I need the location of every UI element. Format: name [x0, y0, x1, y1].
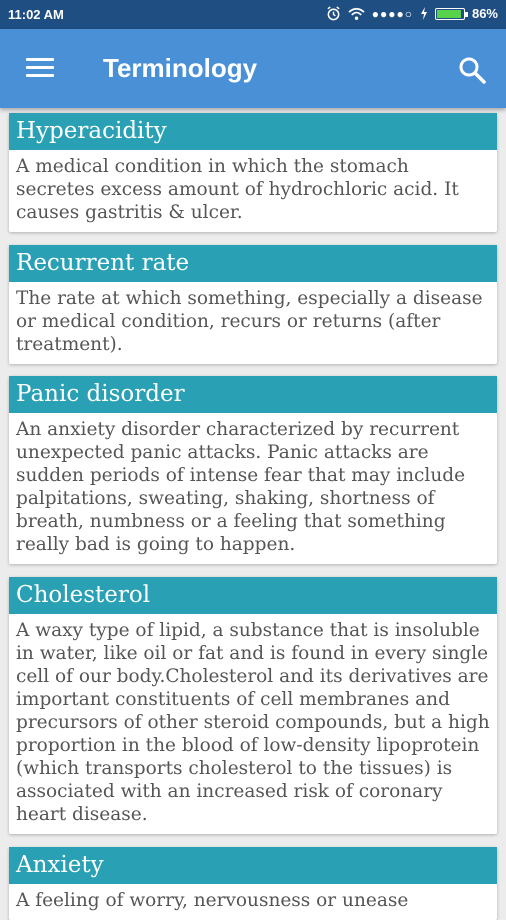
wifi-icon: [348, 7, 365, 21]
term-card[interactable]: [9, 376, 497, 564]
term-card[interactable]: [9, 847, 497, 920]
status-icons: [326, 6, 498, 21]
app-bar: [0, 29, 506, 108]
term-title: Anxiety: [9, 847, 497, 884]
term-definition: A waxy type of lipid, a substance that is insoluble in water, like oil or fat and is found in every single cell of our body.Cholesterol and its derivatives are important constituents of cell membranes and precursors of other steroid compounds, but a high proportion in the blood of low-density lipoprotein (which transports cholesterol to the tissues) is associated with an increased risk of coronary heart disease.: [16, 620, 490, 825]
term-title: Recurrent rate: [9, 245, 497, 282]
search-icon[interactable]: [457, 55, 487, 85]
term-card[interactable]: [9, 113, 497, 232]
term-title: Panic disorder: [9, 376, 497, 413]
term-title: Hyperacidity: [9, 113, 497, 150]
page-title: Terminology: [103, 53, 258, 83]
alarm-icon: [326, 6, 341, 21]
menu-icon[interactable]: [26, 58, 54, 78]
charging-icon: [420, 7, 428, 20]
term-definition: A medical condition in which the stomach secretes excess amount of hydrochloric acid. It causes gastritis & ulcer.: [16, 156, 459, 223]
battery-icon: [435, 8, 465, 20]
term-title: Cholesterol: [9, 577, 497, 614]
status-time: 11:02 AM: [8, 7, 64, 22]
term-definition: A feeling of worry, nervousness or unease: [16, 890, 409, 911]
term-card[interactable]: [9, 577, 497, 834]
term-definition: An anxiety disorder characterized by recurrent unexpected panic attacks. Panic attacks are sudden periods of intense fear that may include palpitations, sweating, shaking, shortness of breath, numbness or a feeling that something really bad is going to happen.: [16, 419, 466, 555]
term-card[interactable]: [9, 245, 497, 364]
term-definition: The rate at which something, especially a disease or medical condition, recurs or returns (after treatment).: [16, 288, 483, 355]
terminology-list[interactable]: [0, 108, 506, 911]
status-bar: [0, 0, 506, 29]
battery-percent: 86%: [471, 6, 498, 21]
signal-icon: ●●●●○: [371, 6, 413, 21]
